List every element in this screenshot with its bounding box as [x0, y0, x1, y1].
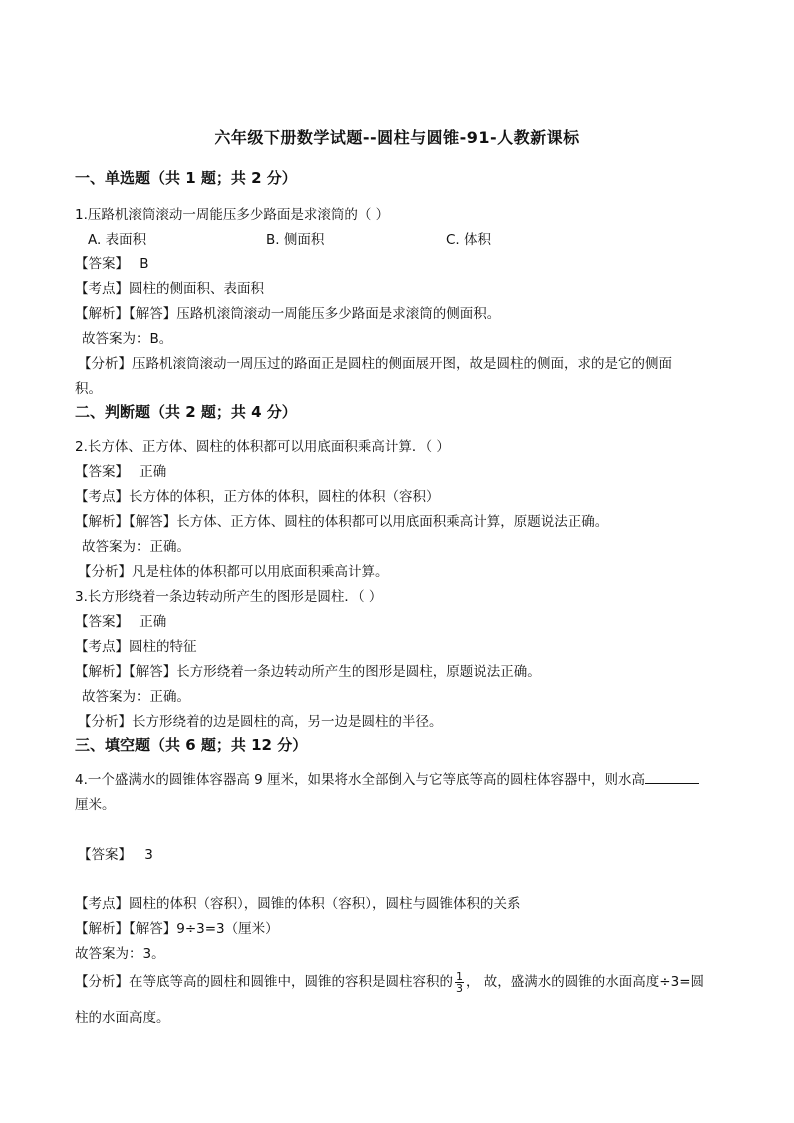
q3-point-row	[75, 635, 197, 655]
q1-point-row	[75, 277, 264, 297]
q1-comment-line2: 积。	[75, 381, 102, 397]
point-tag: 【考点】	[75, 639, 129, 655]
fraction-denominator: 3	[456, 981, 463, 995]
q1-point: 圆柱的侧面积、表面积	[129, 281, 264, 297]
q2-final: 故答案为：正确。	[82, 539, 190, 555]
q3-analysis: 【解答】长方形绕着一条边转动所产生的图形是圆柱，原题说法正确。	[129, 664, 541, 680]
q3-answer-row	[75, 610, 166, 630]
q4-point: 圆柱的体积（容积），圆锥的体积（容积），圆柱与圆锥体积的关系	[129, 896, 521, 912]
answer-tag: 【答案】	[75, 256, 129, 272]
q2-comment: 凡是柱体的体积都可以用底面积乘高计算。	[132, 564, 389, 580]
page-title: 六年级下册数学试题--圆柱与圆锥-91-人教新课标	[214, 128, 580, 147]
q4-comment-row	[75, 970, 704, 994]
q4-analysis: 【解答】9÷3=3（厘米）	[129, 921, 279, 937]
answer-tag: 【答案】	[75, 464, 129, 480]
section-heading-1: 一、单选题（共 1 题；共 2 分）	[75, 169, 297, 187]
fraction-numerator: 1	[456, 969, 463, 983]
q3-final: 故答案为：正确。	[82, 689, 190, 705]
q1-answer-row	[75, 252, 149, 272]
q4-point-row	[75, 892, 521, 912]
q2-analysis-row	[75, 510, 608, 530]
answer-blank	[645, 769, 699, 784]
comment-tag: 【分析】	[78, 714, 132, 730]
section-heading-2: 二、判断题（共 2 题；共 4 分）	[75, 403, 297, 421]
q4-question-line2: 厘米。	[75, 797, 116, 813]
q1-comment: 压路机滚筒滚动一周压过的路面正是圆柱的侧面展开图，故是圆柱的侧面，求的是它的侧面	[132, 356, 672, 372]
q1-answer: B	[139, 256, 149, 272]
fraction-one-third	[455, 971, 464, 994]
q2-point: 长方体的体积，正方体的体积，圆柱的体积（容积）	[129, 489, 440, 505]
q1-option-b: B. 侧面积	[266, 232, 325, 248]
analysis-tag: 【解析】	[75, 514, 129, 530]
q3-comment: 长方形绕着的边是圆柱的高，另一边是圆柱的半径。	[132, 714, 443, 730]
point-tag: 【考点】	[75, 489, 129, 505]
q2-comment-row	[78, 560, 389, 580]
q2-point-row	[75, 485, 440, 505]
section-heading-3: 三、填空题（共 6 题；共 12 分）	[75, 736, 308, 754]
point-tag: 【考点】	[75, 281, 129, 297]
q1-option-c: C. 体积	[446, 232, 492, 248]
q4-answer: 3	[144, 847, 153, 863]
q3-analysis-row	[75, 660, 541, 680]
q2-analysis: 【解答】长方体、正方体、圆柱的体积都可以用底面积乘高计算，原题说法正确。	[129, 514, 609, 530]
q4-comment-a: 在等底等高的圆柱和圆锥中，圆锥的容积是圆柱容积的	[129, 974, 453, 990]
q4-analysis-row	[75, 917, 279, 937]
q2-answer-row	[75, 460, 166, 480]
comment-tag: 【分析】	[78, 356, 132, 372]
comment-tag: 【分析】	[75, 974, 129, 990]
q1-analysis: 【解答】压路机滚筒滚动一周能压多少路面是求滚筒的侧面积。	[129, 306, 501, 322]
q1-final: 故答案为：B。	[82, 331, 173, 347]
answer-tag: 【答案】	[75, 614, 129, 630]
q4-question-row	[75, 768, 699, 788]
comment-tag: 【分析】	[78, 564, 132, 580]
q3-answer: 正确	[139, 614, 167, 630]
q1-comment-row	[78, 352, 672, 372]
q1-option-a: A. 表面积	[88, 232, 147, 248]
q4-comment-line2: 柱的水面高度。	[75, 1010, 170, 1026]
q4-final: 故答案为：3。	[75, 946, 165, 962]
q4-comment-b: ， 故，盛满水的圆锥的水面高度÷3=圆	[466, 974, 705, 990]
answer-tag: 【答案】	[78, 847, 132, 863]
point-tag: 【考点】	[75, 896, 129, 912]
analysis-tag: 【解析】	[75, 664, 129, 680]
q3-question: 3.长方形绕着一条边转动所产生的图形是圆柱．（ ）	[75, 589, 383, 605]
analysis-tag: 【解析】	[75, 921, 129, 937]
q3-point: 圆柱的特征	[129, 639, 197, 655]
q4-answer-row	[78, 843, 153, 863]
q2-answer: 正确	[139, 464, 167, 480]
q4-question: 4.一个盛满水的圆锥体容器高 9 厘米，如果将水全部倒入与它等底等高的圆柱体容器中，则水高	[75, 772, 646, 788]
q1-analysis-row	[75, 302, 500, 322]
q2-question: 2.长方体、正方体、圆柱的体积都可以用底面积乘高计算．（ ）	[75, 439, 450, 455]
q3-comment-row	[78, 710, 443, 730]
analysis-tag: 【解析】	[75, 306, 129, 322]
q1-question: 1.压路机滚筒滚动一周能压多少路面是求滚筒的（ ）	[75, 207, 390, 223]
